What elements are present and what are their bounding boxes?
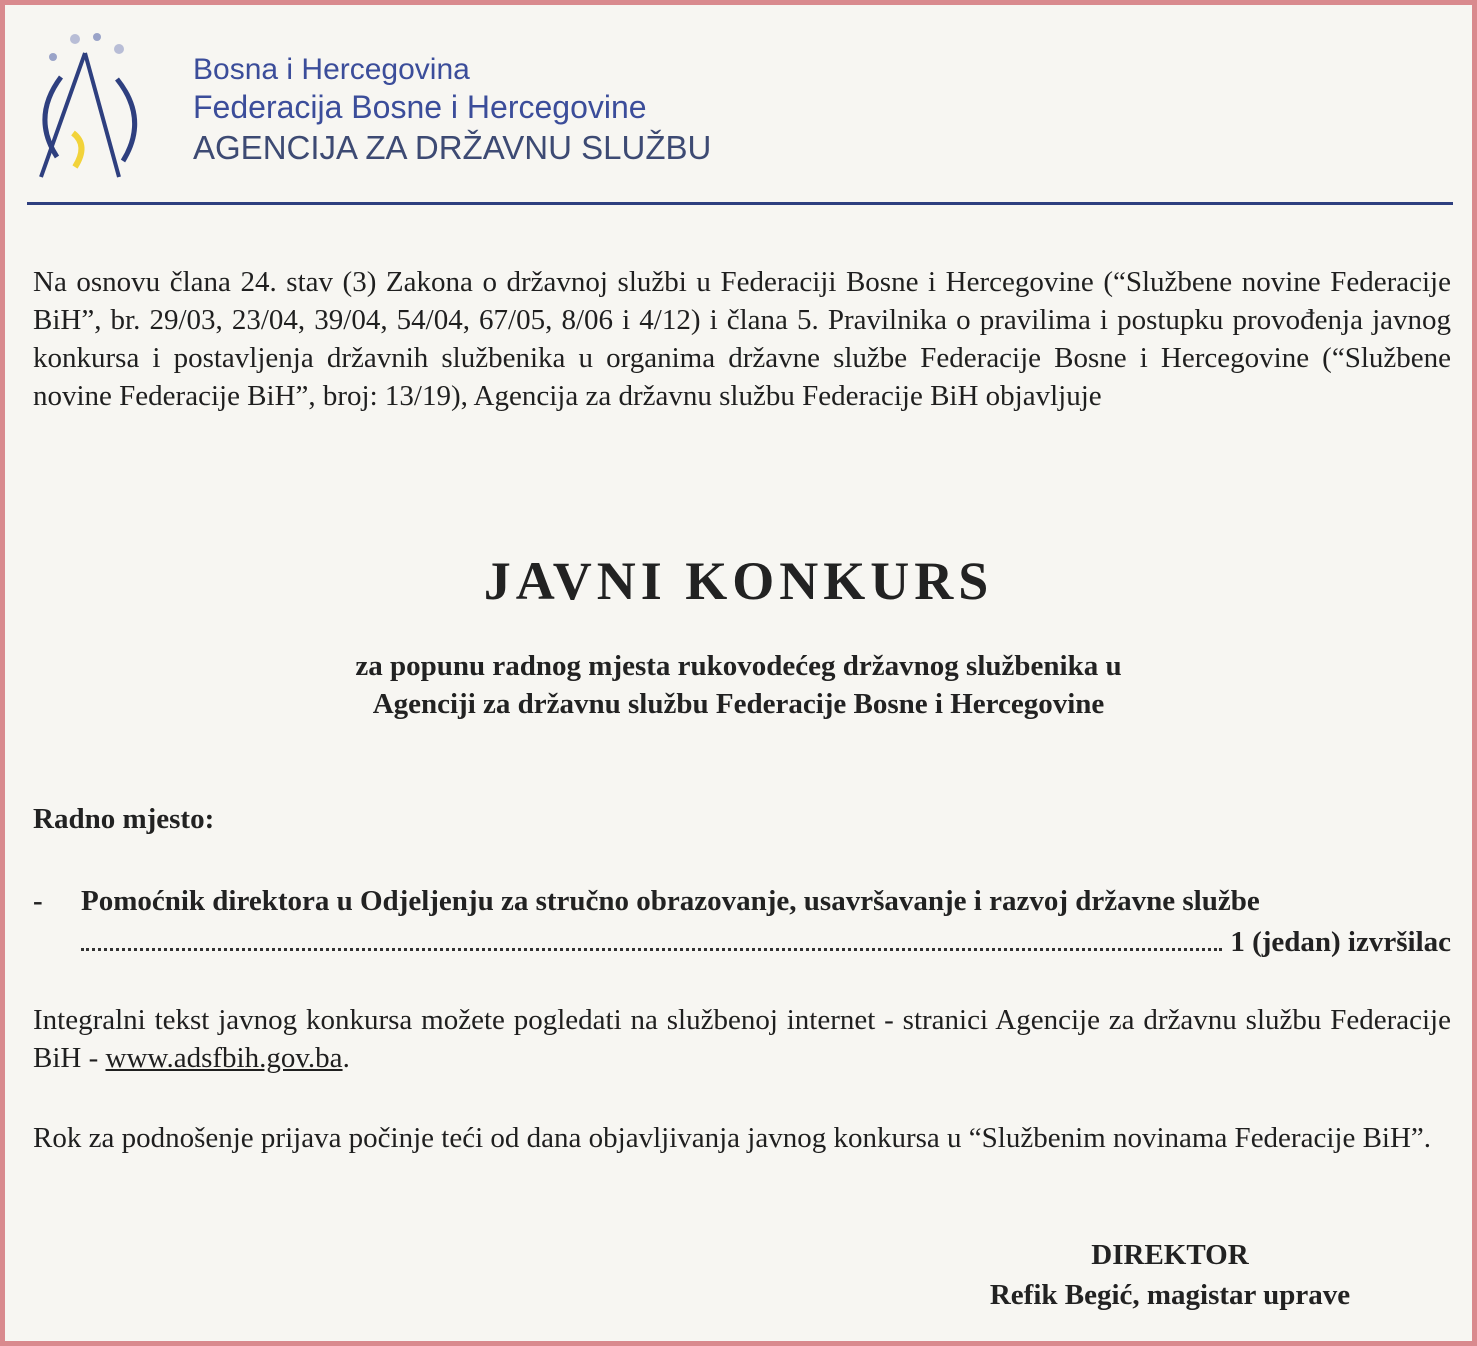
federation-name: Federacija Bosne i Hercegovine: [193, 89, 647, 125]
position-name: Pomoćnik direktora u Odjeljenju za stručno obrazovanje, usavršavanje i razvoj državne službe: [81, 885, 1260, 917]
organization-name: [193, 53, 711, 169]
signature-block: [935, 1235, 1405, 1315]
position-count: 1 (jedan) izvršilac: [1230, 926, 1451, 958]
position-count-row: [81, 921, 1451, 961]
header-divider: [27, 202, 1453, 205]
signature-name: Refik Begić, magistar uprave: [989, 1279, 1351, 1311]
notice-title: JAVNI KONKURS: [483, 551, 994, 611]
integral-text-paragraph: [33, 1001, 1451, 1077]
signature-role: DIREKTOR: [1091, 1239, 1249, 1271]
subtitle-line-2: Agenciji za državnu službu Federacije Bosne i Hercegovine: [372, 688, 1105, 720]
website-link[interactable]: www.adsfbih.gov.ba: [105, 1042, 343, 1074]
list-dash: -: [33, 885, 43, 917]
integral-text: Integralni tekst javnog konkursa možete pogledati na službenoj internet - stranici Agencije za državnu službu Federacije BiH -: [33, 1004, 1451, 1074]
agency-emblem-icon: [23, 27, 163, 187]
integral-end: .: [342, 1042, 350, 1074]
position-heading: Radno mjesto:: [33, 803, 215, 835]
dot-leader: [81, 921, 1222, 951]
deadline-paragraph: Rok za podnošenje prijava počinje teći od dana objavljivanja javnog konkursa u “Službenim novinama Federacije BiH”.: [33, 1122, 1432, 1154]
notice-subtitle: [5, 647, 1472, 723]
subtitle-line-1: za popunu radnog mjesta rukovodećeg državnog službenika u: [355, 650, 1122, 682]
intro-paragraph: Na osnovu člana 24. stav (3) Zakona o državnoj službi u Federaciji Bosne i Hercegovine (“Službene novine Federacije BiH”, br. 29/03, 23/04, 39/04, 54/04, 67/05, 8/06 i 4/12) i člana 5. Pravilnika o pravilima i postupku provođenja javnog konkursa i postavljenja državnih službenika u organima državne službe Federacije Bosne i Hercegovine (“Službene novine Federacije BiH”, broj: 13/19), Agencija za državnu službu Federacije BiH objavljuje: [33, 266, 1451, 412]
agency-name: AGENCIJA ZA DRŽAVNU SLUŽBU: [193, 129, 712, 166]
country-name: Bosna i Hercegovina: [193, 53, 470, 86]
